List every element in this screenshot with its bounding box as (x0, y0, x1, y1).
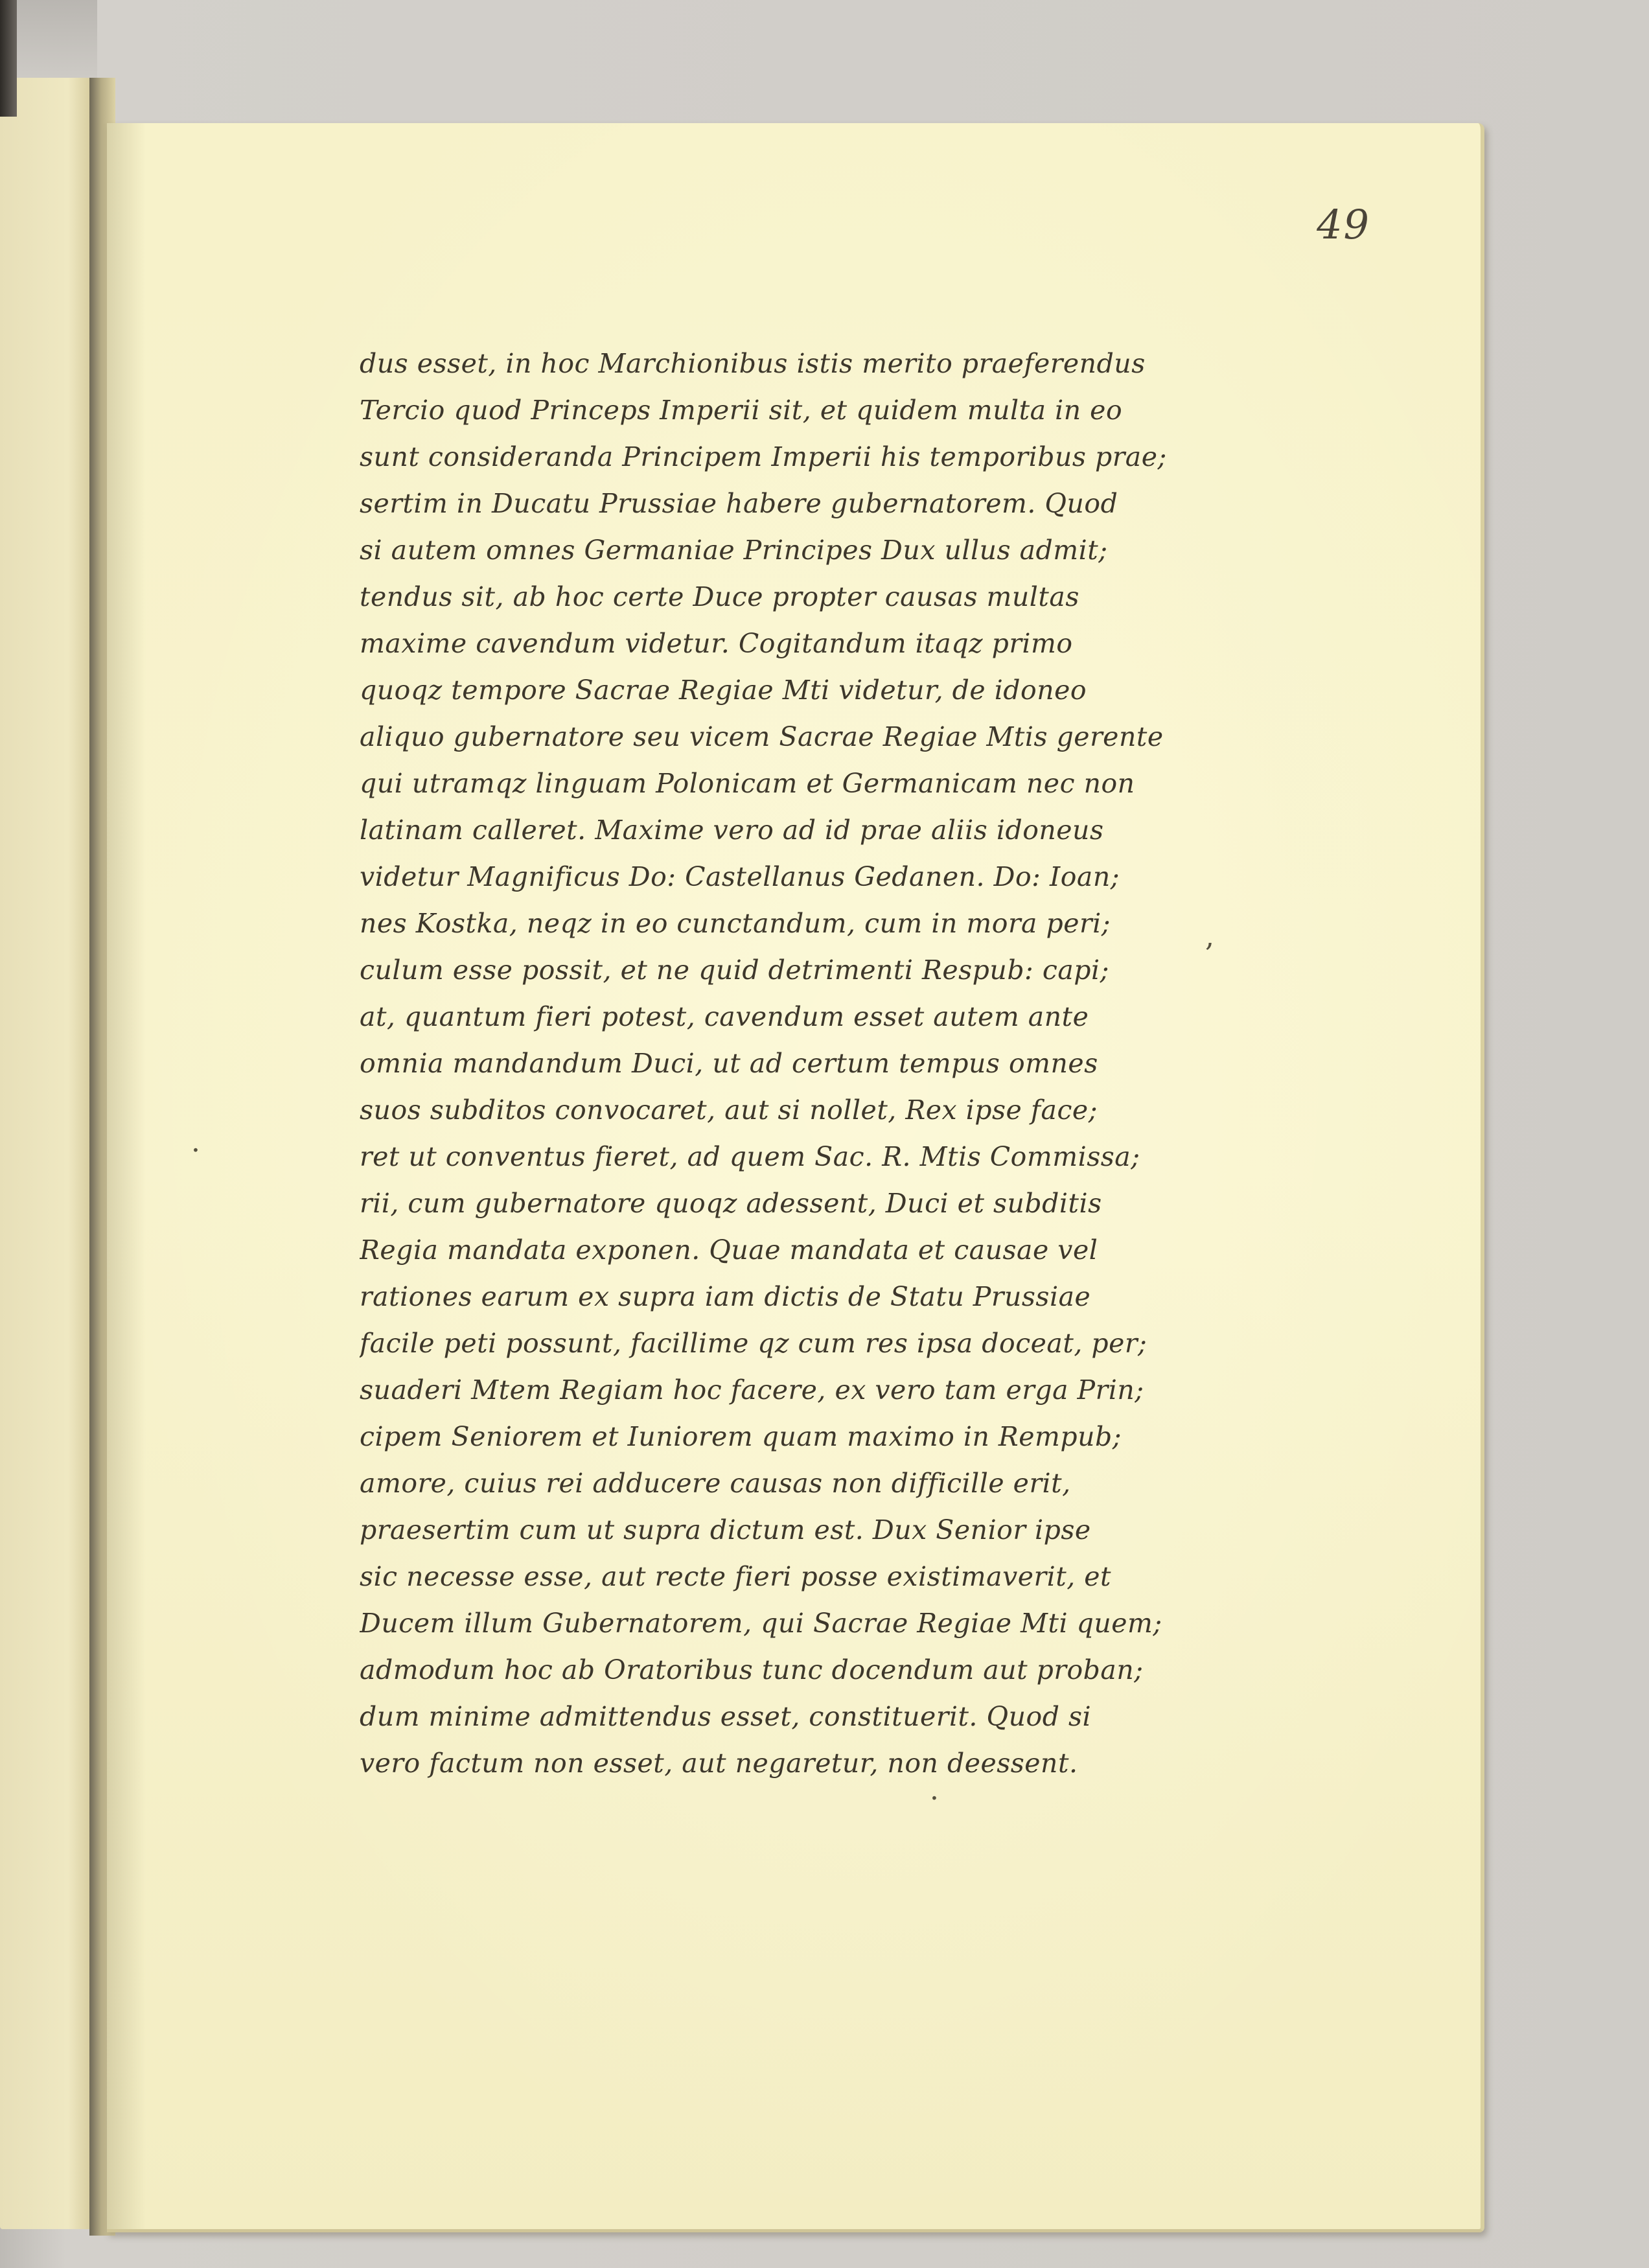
text-line: amore, cuius rei adducere causas non difficille erit, (360, 1468, 1071, 1499)
text-line: videtur Magnificus Do: Castellanus Gedanen. Do: Ioan; (360, 861, 1120, 892)
text-line: praesertim cum ut supra dictum est. Dux Senior ipse (360, 1514, 1091, 1545)
text-line: si autem omnes Germaniae Principes Dux ullus admit; (360, 535, 1108, 566)
text-line: nes Kostka, neqz in eo cunctandum, cum in mora peri; (360, 908, 1111, 939)
text-line: sic necesse esse, aut recte fieri posse existimaverit, et (360, 1561, 1112, 1592)
text-line: rii, cum gubernatore quoqz adessent, Duci et subditis (360, 1188, 1102, 1219)
text-line: suaderi Mtem Regiam hoc facere, ex vero tam erga Prin; (360, 1374, 1144, 1406)
text-line: sunt consideranda Principem Imperii his temporibus prae; (360, 441, 1167, 472)
text-line: suos subditos convocaret, aut si nollet, Rex ipse face; (360, 1094, 1098, 1126)
text-line: dus esset, in hoc Marchionibus istis merito praeferendus (360, 348, 1146, 379)
text-line: latinam calleret. Maxime vero ad id prae aliis idoneus (360, 815, 1104, 846)
folio-number: 49 (1317, 201, 1370, 248)
text-line: omnia mandandum Duci, ut ad certum tempus omnes (360, 1048, 1098, 1079)
text-line: sertim in Ducatu Prussiae habere gubernatorem. Quod (360, 488, 1118, 519)
text-line: ret ut conventus fieret, ad quem Sac. R. Mtis Commissa; (360, 1141, 1140, 1172)
text-line: Regia mandata exponen. Quae mandata et causae vel (360, 1234, 1098, 1266)
text-line: aliquo gubernatore seu vicem Sacrae Regiae Mtis gerente (360, 721, 1164, 752)
text-line: maxime cavendum videtur. Cogitandum itaqz primo (360, 628, 1073, 659)
margin-ink-mark: · (191, 1134, 200, 1167)
text-line: quoqz tempore Sacrae Regiae Mti videtur, de idoneo (360, 675, 1087, 706)
text-line: facile peti possunt, facillime qz cum res ipsa doceat, per; (360, 1328, 1147, 1359)
text-line: qui utramqz linguam Polonicam et Germanicam nec non (360, 768, 1135, 799)
text-line: tendus sit, ab hoc certe Duce propter causas multas (360, 581, 1079, 612)
manuscript-text (360, 340, 1370, 1787)
binding-strip (0, 0, 17, 117)
text-line: Ducem illum Gubernatorem, qui Sacrae Regiae Mti quem; (360, 1608, 1162, 1639)
left-page-edge (0, 78, 97, 2229)
text-line: at, quantum fieri potest, cavendum esset autem ante (360, 1001, 1089, 1032)
margin-ink-mark: , (1205, 920, 1214, 953)
margin-ink-mark: · (930, 1782, 939, 1815)
text-line: admodum hoc ab Oratoribus tunc docendum aut proban; (360, 1654, 1144, 1685)
text-line: Tercio quod Princeps Imperii sit, et quidem multa in eo (360, 395, 1123, 426)
text-line: cipem Seniorem et Iuniorem quam maximo in Rempub; (360, 1421, 1122, 1452)
text-line: dum minime admittendus esset, constituerit. Quod si (360, 1701, 1092, 1732)
text-line: rationes earum ex supra iam dictis de Statu Prussiae (360, 1281, 1091, 1312)
text-line: vero factum non esset, aut negaretur, non deessent. (360, 1748, 1078, 1779)
text-line: culum esse possit, et ne quid detrimenti Respub: capi; (360, 955, 1109, 986)
manuscript-page (107, 123, 1484, 2232)
